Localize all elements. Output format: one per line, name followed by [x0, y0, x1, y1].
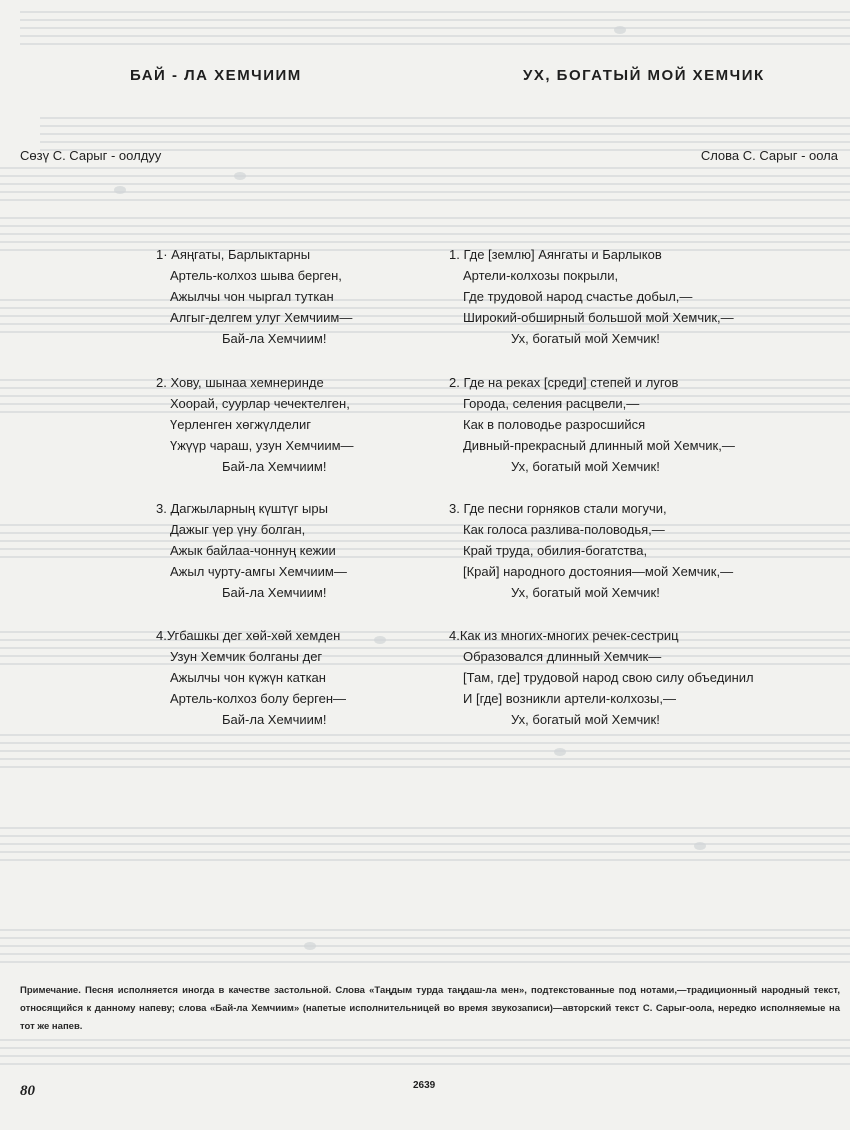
verse-line: Ажылчы чон чыргал туткан [170, 289, 334, 304]
song-title-tuvan: БАЙ - ЛА ХЕМЧИИМ [130, 67, 302, 84]
verse-line: 2. Где на реках [среди] степей и лугов [449, 375, 679, 390]
verse-line: 2. Хову, шынаа хемнеринде [156, 375, 324, 390]
verse-line: 4.Как из многих-многих речек-сестриц [449, 628, 679, 643]
stanza-russian-1 [443, 244, 848, 349]
verse-line: Дажыг үер үну болган, [170, 522, 306, 537]
lyricist-credit-russian: Слова С. Сарыг - оола [700, 148, 838, 163]
stanza-tuvan-2 [150, 372, 440, 477]
verse-line: Как голоса разлива-половодья,— [463, 522, 665, 537]
refrain-line: Бай-ла Хемчиим! [222, 331, 327, 346]
verse-line: И [где] возникли артели-колхозы,— [463, 691, 676, 706]
verse-line: Үерленген хөгжүлделиг [170, 417, 311, 432]
verse-line: Артели-колхозы покрыли, [463, 268, 619, 283]
verse-line: Образовался длинный Хемчик— [463, 649, 662, 664]
verse-line: 3. Дагжыларның күштүг ыры [156, 501, 328, 516]
verse-line: 1· Аяңгаты, Барлыктарны [156, 247, 311, 262]
verse-line: 1. Где [землю] Аянгаты и Барлыков [449, 247, 662, 262]
verse-line: Ажылчы чон күжүн каткан [170, 670, 326, 685]
verse-line: Как в половодье разросшийся [463, 417, 646, 432]
stanza-russian-4 [443, 625, 848, 730]
verse-line: Артель-колхоз шыва берген, [170, 268, 342, 283]
refrain-line: Бай-ла Хемчиим! [222, 459, 327, 474]
verse-line: Ажыл чурту-амгы Хемчиим— [170, 564, 347, 579]
verse-line: [Край] народного достояния—мой Хемчик,— [463, 564, 734, 579]
stanza-tuvan-3 [150, 498, 440, 603]
verse-line: Хоорай, суурлар чечектелген, [170, 396, 350, 411]
verse-line: Города, селения расцвели,— [463, 396, 640, 411]
stanza-tuvan-1 [150, 244, 440, 349]
verse-line: Широкий-обширный большой мой Хемчик,— [463, 310, 734, 325]
refrain-line: Бай-ла Хемчиим! [222, 585, 327, 600]
verse-line: Алгыг-делгем улуг Хемчиим— [170, 310, 353, 325]
verse-line: Узун Хемчик болганы дег [170, 649, 323, 664]
refrain-line: Ух, богатый мой Хемчик! [511, 712, 660, 727]
verse-line: [Там, где] трудовой народ свою силу объединил [463, 670, 754, 685]
print-code: 2639 [413, 1080, 436, 1091]
song-title-russian: УХ, БОГАТЫЙ МОЙ ХЕМЧИК [523, 67, 765, 84]
refrain-line: Ух, богатый мой Хемчик! [511, 459, 660, 474]
refrain-line: Бай-ла Хемчиим! [222, 712, 327, 727]
stanza-russian-3 [443, 498, 848, 603]
verse-line: Дивный-прекрасный длинный мой Хемчик,— [463, 438, 735, 453]
refrain-line: Ух, богатый мой Хемчик! [511, 585, 660, 600]
verse-line: Үжүүр чараш, узун Хемчиим— [170, 438, 354, 453]
page-number: 80 [20, 1083, 35, 1099]
stanza-tuvan-4 [150, 625, 440, 730]
verse-line: 3. Где песни горняков стали могучи, [449, 501, 667, 516]
verse-line: Ажык байлаа-чоннуң кежии [170, 543, 336, 558]
stanza-russian-2 [443, 372, 848, 477]
lyricist-credit-tuvan: Сөзү С. Сарыг - оолдуу [20, 148, 162, 163]
refrain-line: Ух, богатый мой Хемчик! [511, 331, 660, 346]
footnote: Примечание. Песня исполняется иногда в качестве застольной. Слова «Таңдым турда таңдаш-ла мен», подтекстованные под нотами,—традиционный народный текст, относящийся к данному напеву; слова «Бай-ла Хемчиим» (напетые исполнительницей во время звукозаписи)—авторский текст С. Сарыг-оола, нередко исполняемые на тот же напев. [20, 985, 840, 1032]
verse-line: Край труда, обилия-богатства, [463, 543, 648, 558]
verse-line: Где трудовой народ счастье добыл,— [463, 289, 693, 304]
verse-line: 4.Угбашкы дег хөй-хөй хемден [156, 628, 341, 643]
verse-line: Артель-колхоз болу берген— [170, 691, 346, 706]
